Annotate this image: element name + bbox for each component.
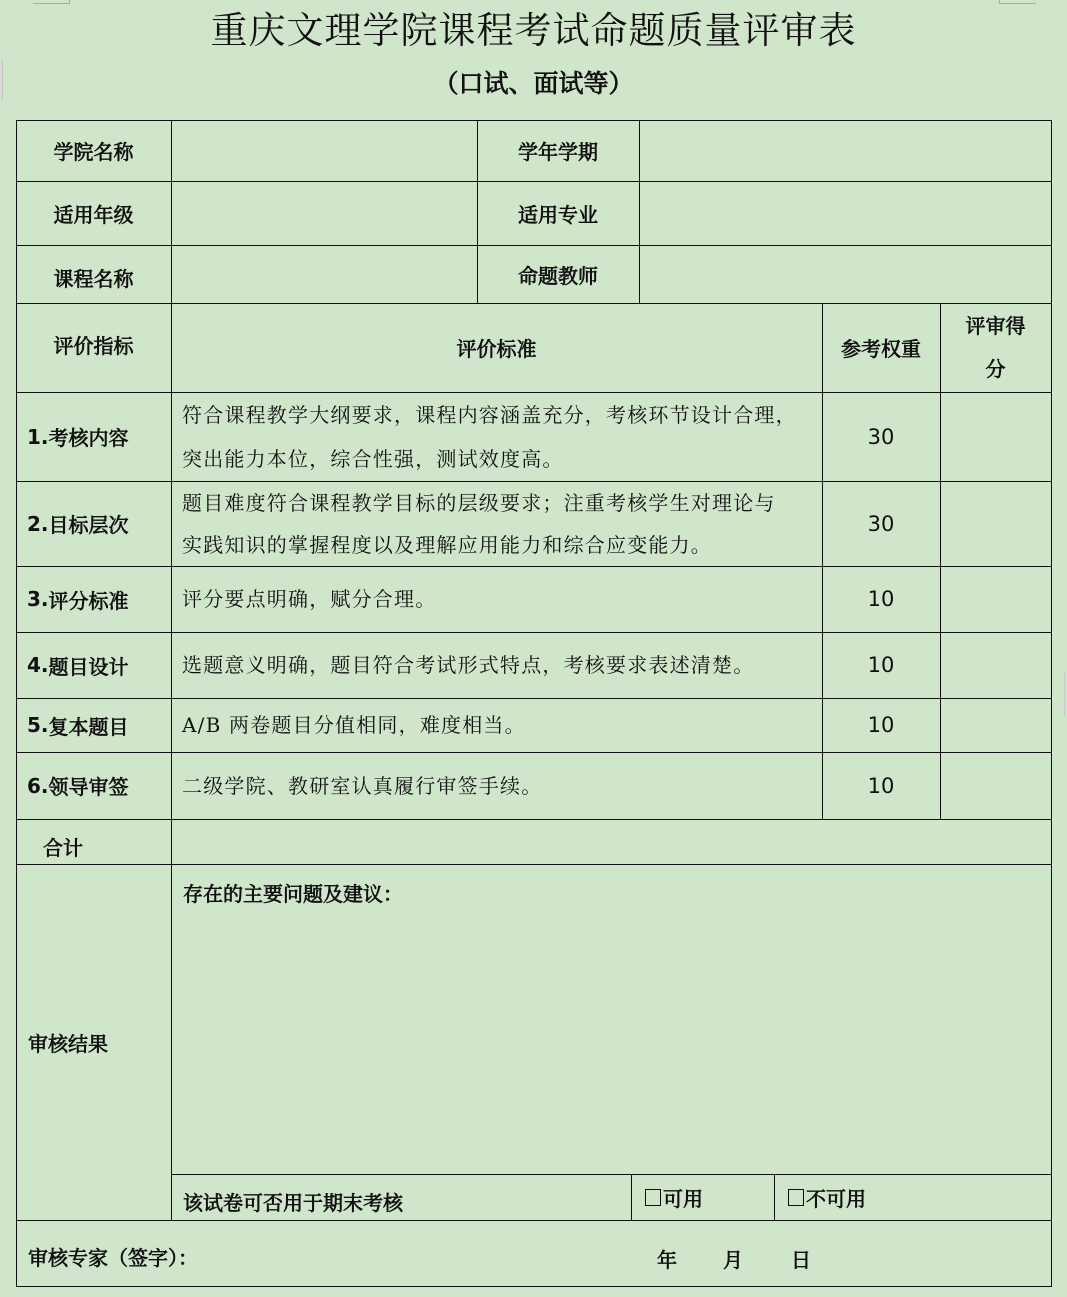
page-corner-mark-right — [999, 0, 1036, 4]
document-subtitle: （口试、面试等） — [433, 69, 634, 98]
label-college-name: 学院名称 — [53, 140, 134, 164]
label-applicable-major: 适用专业 — [518, 202, 598, 227]
checkbox-unusable-icon[interactable] — [788, 1189, 804, 1206]
criterion-4-weight: 10 — [867, 653, 895, 677]
criterion-1-name — [16, 392, 171, 481]
criterion-6-weight: 10 — [867, 773, 895, 798]
problems-suggestions-label: 存在的主要问题及建议： — [183, 881, 403, 906]
column-divider — [639, 120, 640, 303]
criterion-3-score-field[interactable] — [940, 566, 1051, 632]
criterion-6-score-field[interactable] — [940, 752, 1051, 819]
column-divider — [631, 1174, 632, 1220]
criterion-1-standard-line1: 符合课程教学大纲要求，课程内容涵盖充分，考核环节设计合理， — [182, 402, 797, 427]
criterion-2-title: 目标层次 — [48, 513, 129, 537]
option-usable[interactable] — [631, 1174, 774, 1220]
field-applicable-grade[interactable] — [171, 181, 477, 245]
criterion-3-weight: 10 — [867, 587, 895, 611]
criterion-6-name — [16, 752, 171, 819]
label-applicable-grade: 适用年级 — [53, 202, 134, 227]
criterion-2-name — [16, 481, 171, 566]
criterion-1-standard — [171, 392, 822, 481]
criterion-5-weight: 10 — [867, 713, 895, 737]
option-unusable[interactable] — [774, 1174, 1051, 1220]
document-title: 重庆文理学院课程考试命题质量评审表 — [210, 9, 857, 52]
field-college-name[interactable] — [171, 120, 477, 181]
table-border-left — [16, 120, 17, 1287]
criterion-5-number: 5. — [27, 713, 49, 737]
criterion-1-score-field[interactable] — [940, 392, 1051, 481]
criterion-2-standard-line1: 题目难度符合课程教学目标的层级要求；注重考核学生对理论与 — [182, 490, 776, 515]
signature-day-label: 日 — [791, 1248, 811, 1272]
criterion-6-standard: 二级学院、教研室认真履行审签手续。 — [182, 773, 543, 798]
field-question-teacher[interactable] — [639, 245, 1051, 303]
criterion-3-name — [16, 566, 171, 632]
expert-signature-label: 审核专家（签字）： — [28, 1245, 198, 1270]
criterion-6-number: 6. — [27, 773, 49, 798]
label-course-name: 课程名称 — [53, 266, 134, 291]
header-weight: 参考权重 — [841, 337, 921, 361]
signature-month-label: 月 — [723, 1248, 743, 1272]
header-score-line1: 评审得 — [965, 313, 1026, 338]
label-question-teacher: 命题教师 — [518, 263, 598, 288]
signature-year-label: 年 — [657, 1248, 677, 1272]
label-academic-term: 学年学期 — [518, 140, 598, 164]
row-divider — [171, 1174, 1052, 1175]
criterion-2-score-field[interactable] — [940, 481, 1051, 566]
column-divider — [774, 1174, 775, 1220]
field-applicable-major[interactable] — [639, 181, 1051, 245]
option-usable-label: 可用 — [663, 1186, 703, 1211]
usable-for-final-exam-label: 该试卷可否用于期末考核 — [183, 1190, 403, 1215]
field-academic-term[interactable] — [639, 120, 1051, 181]
column-divider — [822, 303, 823, 819]
problems-suggestions-field[interactable] — [171, 920, 1051, 1174]
header-score — [940, 303, 1051, 392]
total-value-field[interactable] — [171, 819, 1051, 864]
criterion-4-score-field[interactable] — [940, 632, 1051, 698]
table-border-bottom — [16, 1286, 1052, 1287]
header-score-line2: 分 — [985, 356, 1006, 381]
criterion-1-standard-line2: 突出能力本位，综合性强，测试效度高。 — [182, 446, 564, 471]
criterion-4-name — [16, 632, 171, 698]
expert-signature-field[interactable] — [250, 1226, 640, 1282]
criterion-4-standard: 选题意义明确，题目符合考试形式特点，考核要求表述清楚。 — [182, 653, 755, 677]
column-divider — [477, 120, 478, 303]
checkbox-usable-icon[interactable] — [645, 1189, 661, 1206]
criterion-6-title: 领导审签 — [48, 775, 129, 799]
criterion-1-title: 考核内容 — [48, 426, 129, 450]
row-divider — [16, 1220, 1052, 1221]
table-border-right — [1051, 120, 1052, 1287]
header-indicator: 评价指标 — [53, 334, 134, 358]
column-divider — [171, 120, 172, 1220]
total-label: 合计 — [43, 836, 83, 860]
criterion-1-weight: 30 — [867, 424, 895, 449]
header-standard: 评价标准 — [456, 337, 537, 361]
column-divider — [940, 303, 941, 819]
criterion-4-title: 题目设计 — [48, 654, 129, 679]
criterion-5-standard: A/B 两卷题目分值相同，难度相当。 — [182, 713, 526, 737]
criterion-3-number: 3. — [27, 587, 49, 611]
criterion-2-standard — [171, 481, 822, 566]
criterion-4-number: 4. — [27, 653, 49, 677]
criterion-3-title: 评分标准 — [48, 588, 129, 613]
criterion-5-name — [16, 698, 171, 752]
field-course-name[interactable] — [171, 245, 477, 303]
review-result-label: 审核结果 — [28, 1031, 108, 1056]
criterion-2-number: 2. — [27, 511, 49, 536]
criterion-3-standard: 评分要点明确，赋分合理。 — [182, 587, 437, 611]
criterion-2-weight: 30 — [867, 511, 895, 536]
criterion-1-number: 1. — [27, 424, 49, 449]
option-unusable-label: 不可用 — [806, 1186, 866, 1211]
page-corner-mark-left — [33, 0, 70, 4]
criterion-5-title: 复本题目 — [48, 714, 129, 739]
criterion-5-score-field[interactable] — [940, 698, 1051, 752]
criterion-2-standard-line2: 实践知识的掌握程度以及理解应用能力和综合应变能力。 — [182, 532, 712, 557]
